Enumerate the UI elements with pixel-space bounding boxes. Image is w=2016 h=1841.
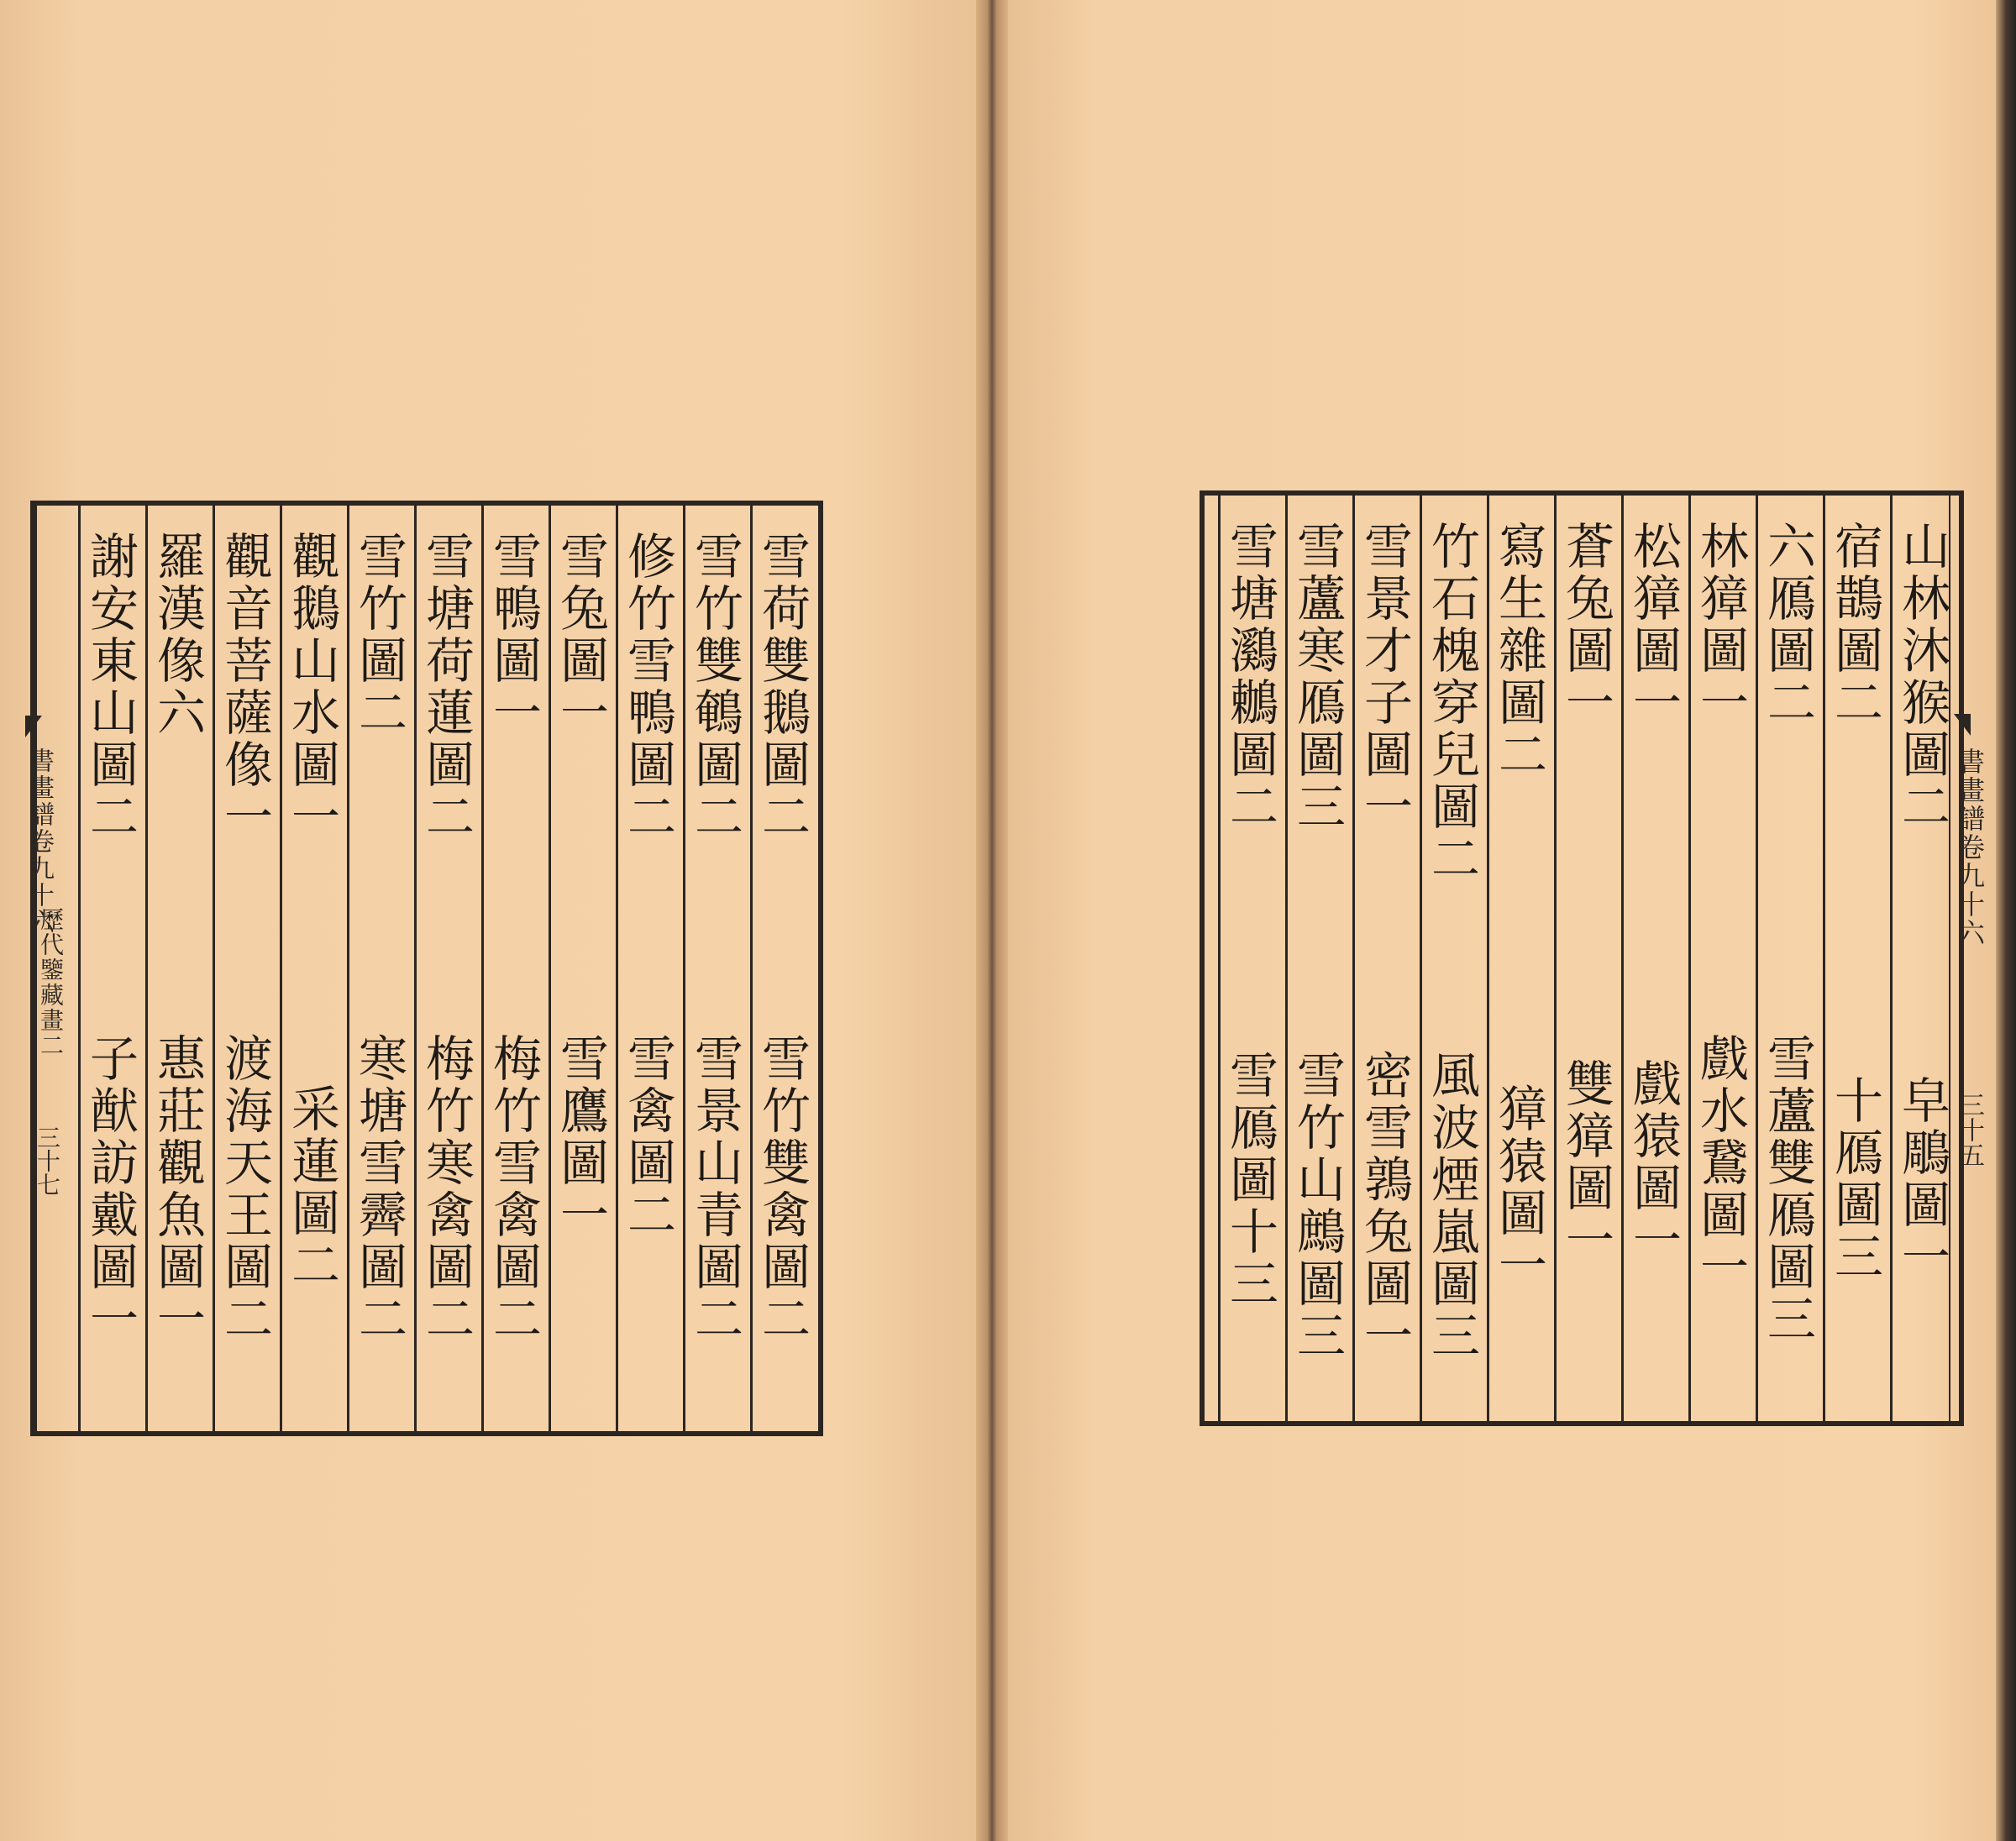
entry-top: 山林沐猴圖二 — [1893, 521, 1950, 833]
right-column-3 — [1756, 496, 1823, 1421]
entry-top: 寫生雜圖二 — [1490, 521, 1547, 781]
entry-top: 松獐圖一 — [1625, 521, 1682, 729]
entry-top: 林獐圖一 — [1692, 521, 1749, 729]
entry-bottom: 雪蘆雙鴈圖三 — [1759, 1033, 1816, 1345]
right-column-6 — [1554, 496, 1621, 1421]
left-page-number: 三十七 — [34, 1125, 61, 1196]
entry-top: 雪竹雙鵪圖二 — [686, 531, 743, 843]
entry-bottom: 惠莊觀魚圖一 — [149, 1033, 206, 1345]
entry-bottom: 寒塘雪霽圖二 — [350, 1033, 407, 1345]
right-column-7 — [1487, 496, 1554, 1421]
entry-bottom: 雪竹雙禽圖二 — [753, 1033, 811, 1345]
entry-bottom: 密雪鶉兔圖一 — [1356, 1050, 1413, 1362]
entry-bottom: 采蓮圖二 — [283, 1083, 340, 1292]
entry-top: 雪塘鸂鶒圖二 — [1221, 521, 1278, 833]
entry-top: 雪竹圖二 — [350, 531, 407, 739]
left-column-4 — [549, 506, 616, 1431]
left-fish-tail-icon — [25, 716, 42, 737]
entry-top: 雪塘荷蓮圖二 — [417, 531, 475, 843]
entry-top: 修竹雪鴨圖二 — [619, 531, 676, 843]
right-text-frame — [1200, 490, 1964, 1426]
left-margin-section: 歷代鑒藏畫二 — [37, 907, 65, 1058]
left-text-frame — [30, 501, 823, 1436]
right-column-2 — [1823, 496, 1890, 1421]
right-column-8 — [1420, 496, 1487, 1421]
left-margin-title: 書畫譜卷九十六 — [24, 747, 54, 936]
entry-bottom: 梅竹寒禽圖二 — [417, 1033, 475, 1345]
right-column-4 — [1688, 496, 1756, 1421]
entry-bottom: 雪鴈圖十三 — [1221, 1050, 1278, 1310]
right-column-10 — [1285, 496, 1352, 1421]
left-column-7 — [347, 506, 414, 1431]
entry-top: 蒼兔圖一 — [1557, 521, 1614, 729]
left-column-2 — [683, 506, 750, 1431]
entry-top: 謝安東山圖二 — [81, 531, 139, 843]
left-column-8 — [280, 506, 347, 1431]
entry-bottom: 渡海天王圖二 — [216, 1033, 273, 1345]
entry-top: 六鴈圖二 — [1759, 521, 1816, 729]
entry-bottom: 子猷訪戴圖一 — [81, 1033, 139, 1345]
book-edge — [1996, 0, 2016, 1841]
book-gutter — [976, 0, 1008, 1841]
entry-bottom: 獐猿圖一 — [1490, 1083, 1547, 1292]
right-page-number: 三十五 — [1955, 1092, 1984, 1167]
entry-bottom: 皁鵰圖一 — [1893, 1075, 1950, 1283]
right-margin-strip — [1949, 490, 1972, 1426]
entry-bottom: 雪禽圖二 — [619, 1033, 676, 1241]
left-column-5 — [481, 506, 549, 1431]
entry-top: 雪兔圖一 — [552, 531, 609, 739]
entry-bottom: 戲猿圖一 — [1625, 1058, 1682, 1267]
entry-top: 雪荷雙鵝圖二 — [753, 531, 811, 843]
entry-top: 羅漢像六 — [149, 531, 206, 739]
entry-bottom: 戲水鵞圖一 — [1692, 1033, 1749, 1293]
entry-bottom: 梅竹雪禽圖二 — [485, 1033, 542, 1345]
entry-top: 雪鴨圖一 — [485, 531, 542, 739]
entry-bottom: 雪鷹圖一 — [552, 1033, 609, 1241]
entry-top: 觀鵝山水圖一 — [283, 531, 340, 843]
entry-top: 宿鵲圖二 — [1826, 521, 1883, 729]
left-column-3 — [616, 506, 683, 1431]
left-column-11 — [78, 506, 145, 1431]
entry-top: 觀音菩薩像一 — [216, 531, 273, 843]
entry-bottom: 十鴈圖三 — [1826, 1075, 1883, 1283]
entry-top: 雪景才子圖一 — [1356, 521, 1413, 833]
fish-tail-icon — [1954, 714, 1971, 736]
right-column-5 — [1621, 496, 1688, 1421]
entry-top: 竹石槐穿兒圖二 — [1423, 521, 1480, 885]
entry-bottom: 風波煙嵐圖三 — [1423, 1050, 1480, 1362]
entry-top: 雪蘆寒鴈圖三 — [1289, 521, 1346, 833]
right-column-9 — [1352, 496, 1420, 1421]
entry-bottom: 雙獐圖一 — [1557, 1058, 1614, 1267]
left-column-10 — [145, 506, 213, 1431]
left-column-1 — [750, 506, 818, 1431]
left-column-9 — [213, 506, 280, 1431]
right-margin-title: 書畫譜卷九十六 — [1954, 747, 1986, 947]
entry-bottom: 雪景山青圖二 — [686, 1033, 743, 1345]
entry-bottom: 雪竹山鷓圖三 — [1289, 1050, 1346, 1362]
left-column-6 — [414, 506, 481, 1431]
right-column-11 — [1218, 496, 1285, 1421]
